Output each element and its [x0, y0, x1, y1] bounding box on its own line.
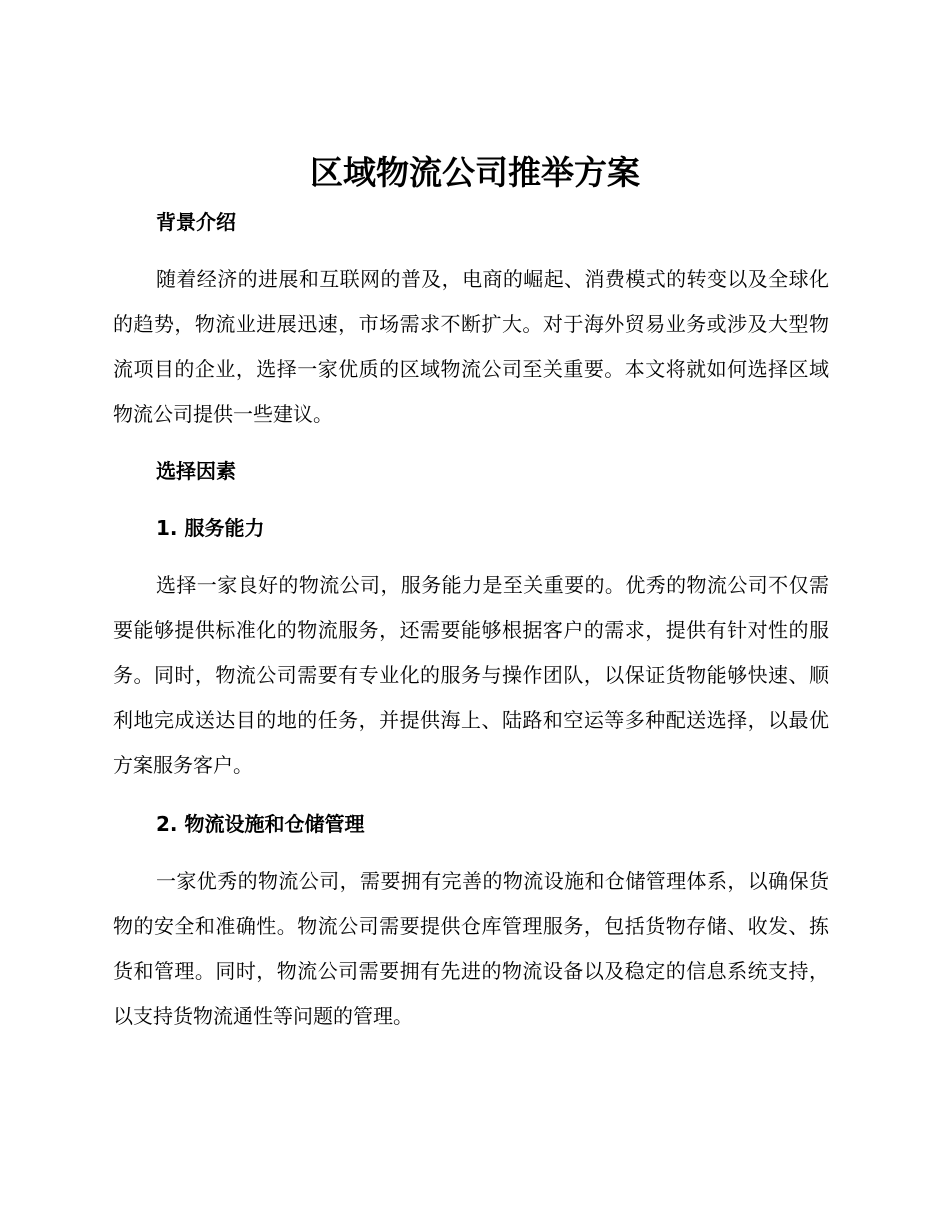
- paragraph-background: 随着经济的进展和互联网的普及，电商的崛起、消费模式的转变以及全球化的趋势，物流业进展迅速，市场需求不断扩大。对于海外贸易业务或涉及大型物流项目的企业，选择一家优质的区域物流公司至关重要。本文将就如何选择区域物流公司提供一些建议。: [113, 267, 829, 426]
- paragraph-service-capability: 选择一家良好的物流公司，服务能力是至关重要的。优秀的物流公司不仅需要能够提供标准化的物流服务，还需要能够根据客户的需求，提供有针对性的服务。同时，物流公司需要有专业化的服务与操作团队，以保证货物能够快速、顺利地完成送达目的地的任务，并提供海上、陆路和空运等多种配送选择，以最优方案服务客户。: [113, 573, 829, 777]
- section-heading-background: 背景介绍: [156, 210, 236, 234]
- section-heading-selection-factors: 选择因素: [156, 459, 236, 483]
- section-heading-facilities-warehousing: 2. 物流设施和仓储管理: [156, 812, 365, 836]
- document-title: 区域物流公司推举方案: [310, 153, 640, 192]
- section-heading-service-capability: 1. 服务能力: [156, 516, 265, 540]
- paragraph-facilities-warehousing: 一家优秀的物流公司，需要拥有完善的物流设施和仓储管理体系，以确保货物的安全和准确性。物流公司需要提供仓库管理服务，包括货物存储、收发、拣货和管理。同时，物流公司需要拥有先进的物流设备以及稳定的信息系统支持，以支持货物流通性等问题的管理。: [113, 869, 829, 1028]
